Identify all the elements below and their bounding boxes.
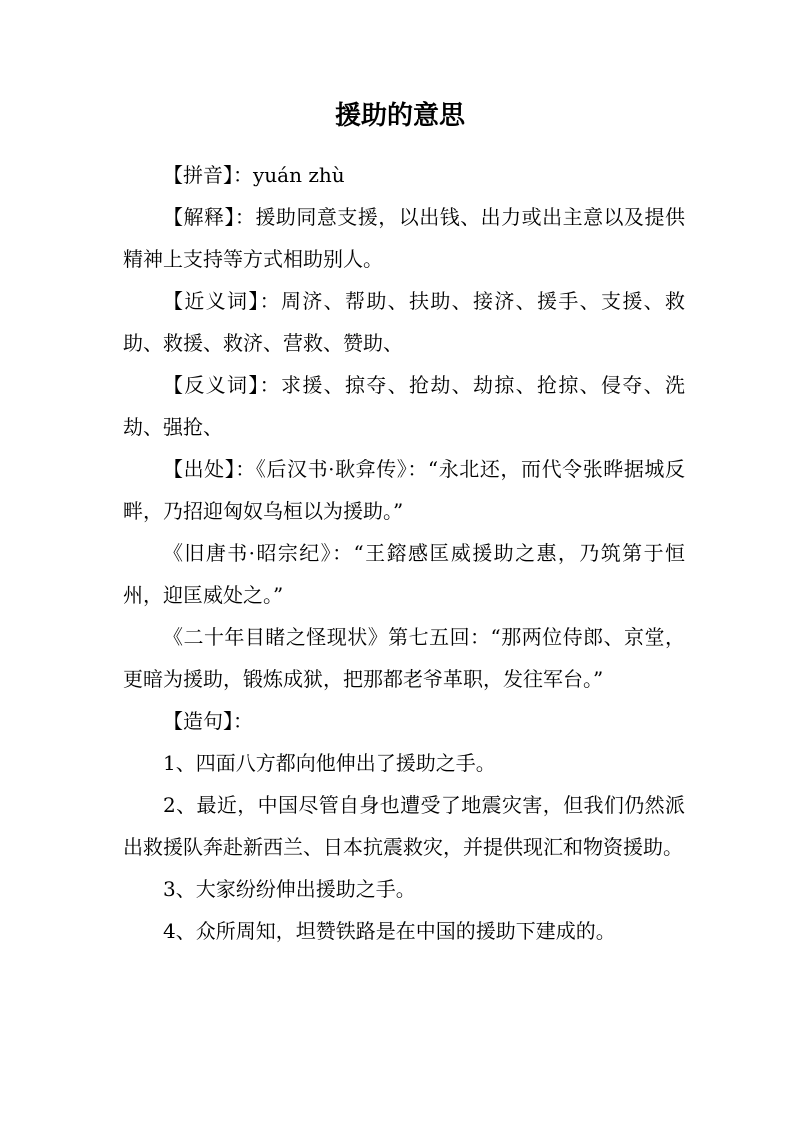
page-title: 援助的意思 [334,101,465,131]
example-sentence-1: 1、四面八方都向他伸出了援助之手。 [163,751,496,775]
pinyin-paragraph: 【拼音】：yuán zhù [163,163,345,187]
source-paragraph-1: 【出处】：《后汉书·耿弇传》：“永北还，而代令张晔据城反畔，乃招迎匈奴乌桓以为援助。” [123,457,685,523]
source-paragraph-3: 《二十年目睹之怪现状》第七五回：“那两位侍郎、京堂，更暗为援助，锻炼成狱，把那都老爷革职，发往军台。” [123,625,685,691]
example-sentence-3: 3、大家纷纷伸出援助之手。 [163,877,416,901]
example-sentence-2: 2、最近，中国尽管自身也遭受了地震灾害，但我们仍然派出救援队奔赴新西兰、日本抗震救灾，并提供现汇和物资援助。 [123,793,685,859]
synonyms-paragraph: 【近义词】：周济、帮助、扶助、接济、援手、支援、救助、救援、救济、营救、赞助、 [123,289,685,355]
document-body [123,154,685,952]
example-sentence-4: 4、众所周知，坦赞铁路是在中国的援助下建成的。 [163,919,616,943]
definition-paragraph: 【解释】：援助同意支援，以出钱、出力或出主意以及提供精神上支持等方式相助别人。 [123,205,685,271]
examples-heading: 【造句】： [163,709,253,733]
antonyms-paragraph: 【反义词】：求援、掠夺、抢劫、劫掠、抢掠、侵夺、洗劫、强抢、 [123,373,685,439]
source-paragraph-2: 《旧唐书·昭宗纪》：“王鎔感匡威援助之惠，乃筑第于恒州，迎匡威处之。” [123,541,685,607]
